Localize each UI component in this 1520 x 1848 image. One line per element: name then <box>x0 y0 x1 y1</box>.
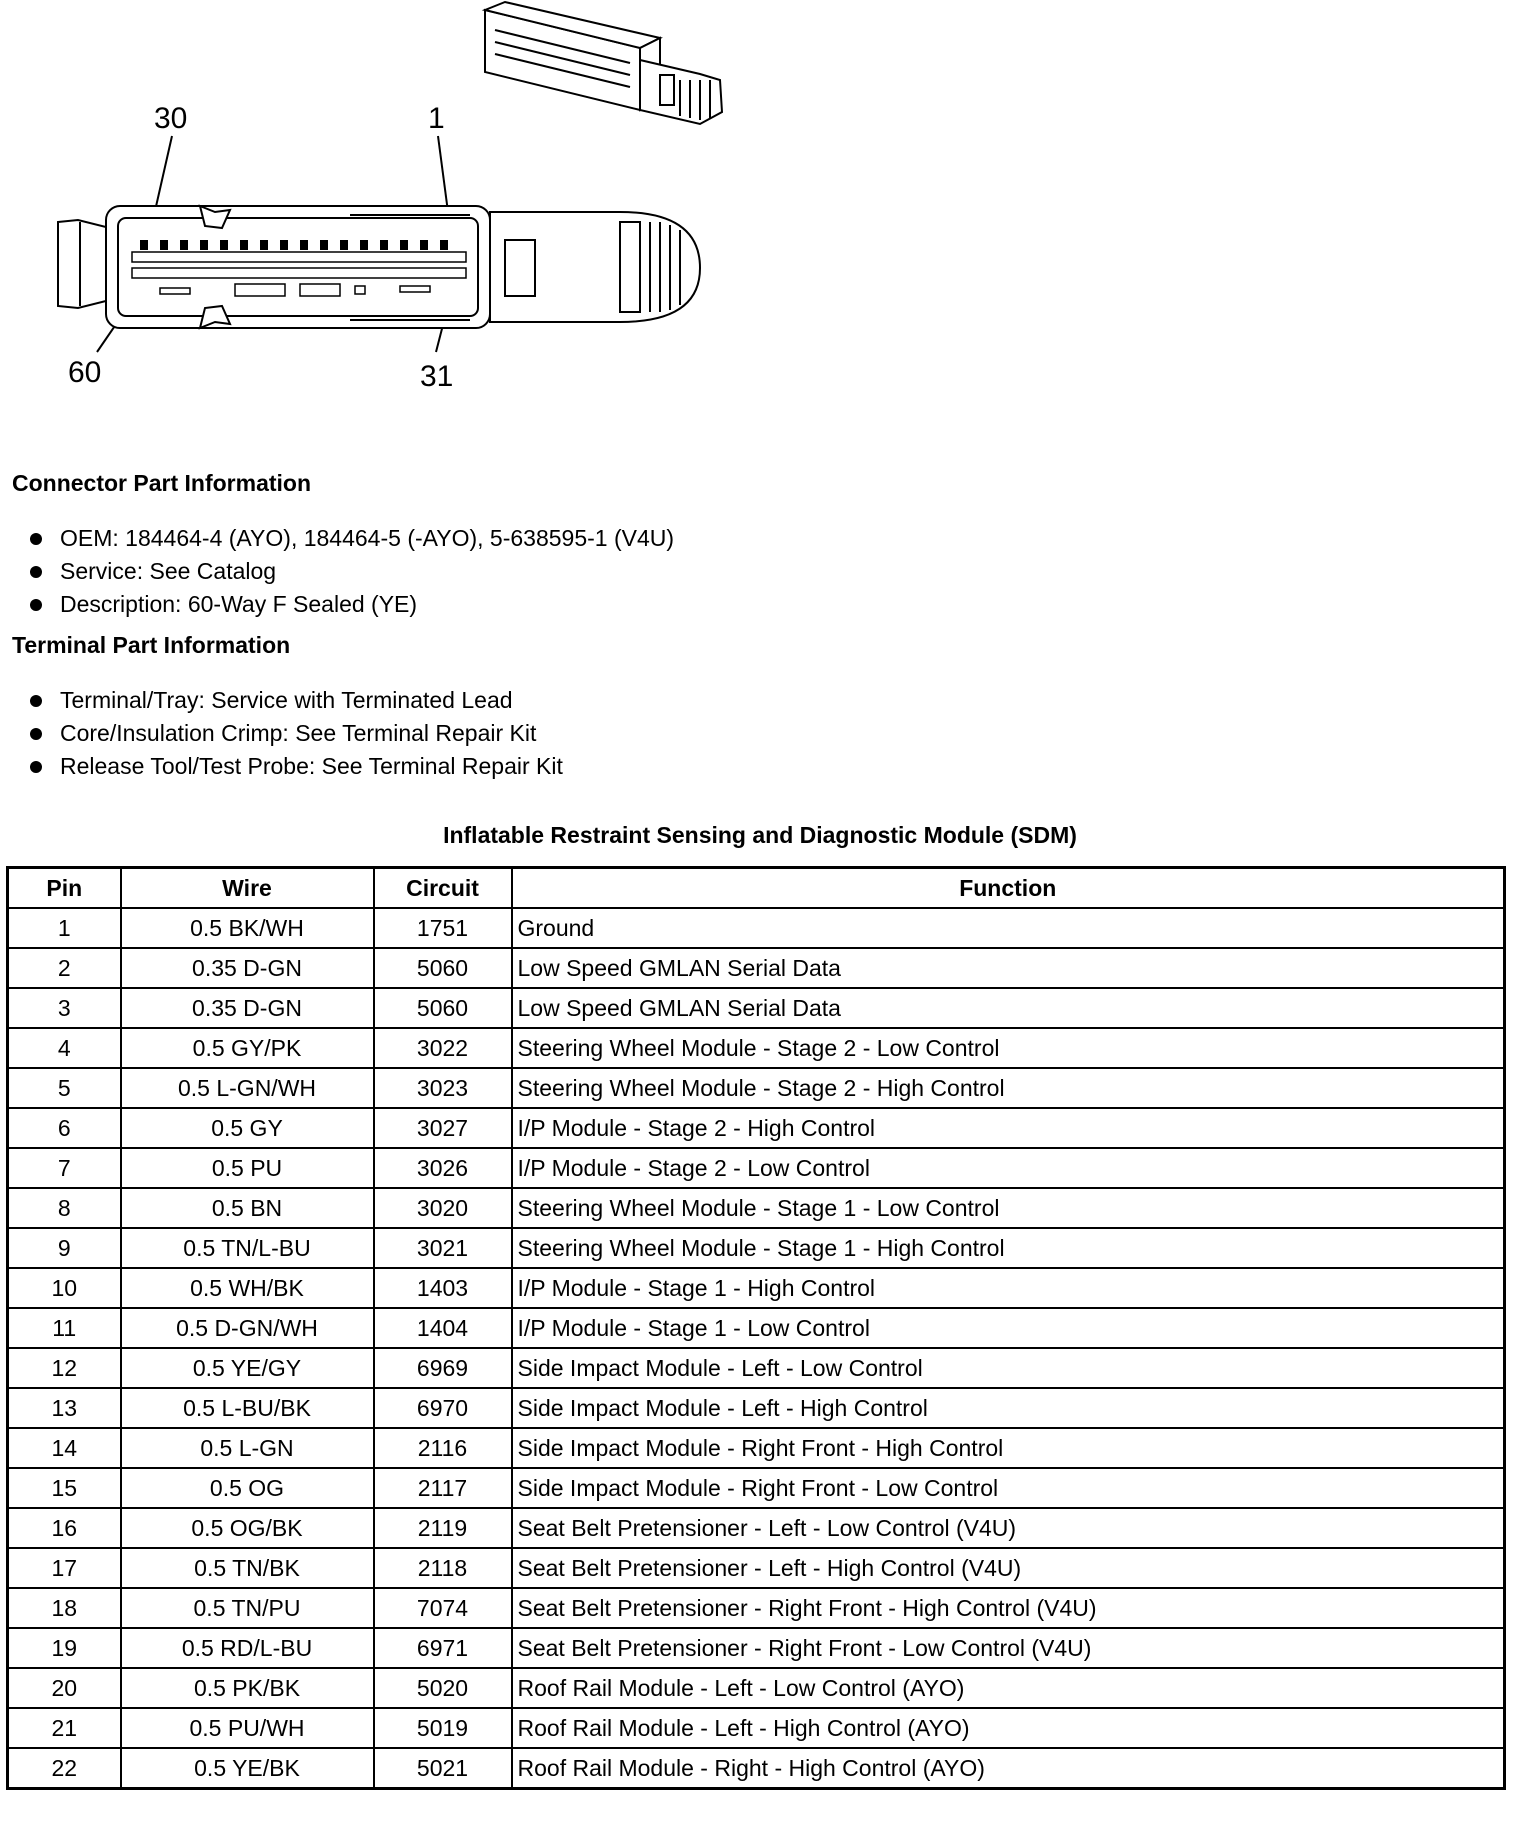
function-cell: I/P Module - Stage 1 - High Control <box>512 1268 1505 1308</box>
pin-cell: 20 <box>8 1668 121 1708</box>
function-cell: Side Impact Module - Left - High Control <box>512 1388 1505 1428</box>
pin-cell: 5 <box>8 1068 121 1108</box>
pin-cell: 19 <box>8 1628 121 1668</box>
table-row <box>8 1428 1505 1468</box>
circuit-cell: 5060 <box>374 988 512 1028</box>
circuit-cell: 5021 <box>374 1748 512 1789</box>
wire-cell: 0.5 L-GN/WH <box>121 1068 374 1108</box>
circuit-cell: 6971 <box>374 1628 512 1668</box>
circuit-cell: 7074 <box>374 1588 512 1628</box>
circuit-cell: 5019 <box>374 1708 512 1748</box>
circuit-cell: 1403 <box>374 1268 512 1308</box>
connector-isometric-view <box>485 2 722 124</box>
table-row <box>8 908 1505 948</box>
pin-cell: 7 <box>8 1148 121 1188</box>
pin-label-60: 60 <box>68 356 102 389</box>
pin-cell: 8 <box>8 1188 121 1228</box>
connector-info-list <box>28 522 674 621</box>
pin-cell: 18 <box>8 1588 121 1628</box>
circuit-cell: 3023 <box>374 1068 512 1108</box>
function-cell: Steering Wheel Module - Stage 2 - High Control <box>512 1068 1505 1108</box>
function-cell: Side Impact Module - Right Front - High Control <box>512 1428 1505 1468</box>
function-cell: Low Speed GMLAN Serial Data <box>512 988 1505 1028</box>
wire-cell: 0.5 TN/L-BU <box>121 1228 374 1268</box>
function-cell: Seat Belt Pretensioner - Right Front - Low Control (V4U) <box>512 1628 1505 1668</box>
function-cell: Roof Rail Module - Right - High Control (AYO) <box>512 1748 1505 1789</box>
table-row <box>8 1588 1505 1628</box>
pin-cell: 15 <box>8 1468 121 1508</box>
function-cell: Low Speed GMLAN Serial Data <box>512 948 1505 988</box>
pin-cell: 17 <box>8 1548 121 1588</box>
table-body <box>8 908 1505 1789</box>
function-cell: Ground <box>512 908 1505 948</box>
pin-label-31: 31 <box>420 360 454 393</box>
circuit-cell: 2119 <box>374 1508 512 1548</box>
function-cell: Side Impact Module - Right Front - Low Control <box>512 1468 1505 1508</box>
wire-cell: 0.5 L-GN <box>121 1428 374 1468</box>
circuit-cell: 2117 <box>374 1468 512 1508</box>
table-row <box>8 1028 1505 1068</box>
circuit-cell: 1751 <box>374 908 512 948</box>
list-item: Release Tool/Test Probe: See Terminal Repair Kit <box>28 750 563 783</box>
table-title: Inflatable Restraint Sensing and Diagnostic Module (SDM) <box>443 822 1077 848</box>
pin-cell: 10 <box>8 1268 121 1308</box>
wire-cell: 0.5 RD/L-BU <box>121 1628 374 1668</box>
table-row <box>8 1068 1505 1108</box>
wire-cell: 0.5 PK/BK <box>121 1668 374 1708</box>
pin-cell: 2 <box>8 948 121 988</box>
wire-cell: 0.5 BK/WH <box>121 908 374 948</box>
pin-cell: 1 <box>8 908 121 948</box>
wire-cell: 0.5 OG <box>121 1468 374 1508</box>
table-row <box>8 1628 1505 1668</box>
wire-cell: 0.5 YE/BK <box>121 1748 374 1789</box>
table-row <box>8 1668 1505 1708</box>
pin-cell: 4 <box>8 1028 121 1068</box>
function-cell: I/P Module - Stage 2 - Low Control <box>512 1148 1505 1188</box>
circuit-cell: 3027 <box>374 1108 512 1148</box>
wire-cell: 0.5 L-BU/BK <box>121 1388 374 1428</box>
circuit-cell: 2116 <box>374 1428 512 1468</box>
pin-cell: 3 <box>8 988 121 1028</box>
function-cell: I/P Module - Stage 1 - Low Control <box>512 1308 1505 1348</box>
wire-cell: 0.5 BN <box>121 1188 374 1228</box>
list-item: Core/Insulation Crimp: See Terminal Repair Kit <box>28 717 563 750</box>
pin-cell: 9 <box>8 1228 121 1268</box>
table-row <box>8 1108 1505 1148</box>
table-row <box>8 1308 1505 1348</box>
wire-cell: 0.5 PU/WH <box>121 1708 374 1748</box>
list-item: OEM: 184464-4 (AYO), 184464-5 (-AYO), 5-638595-1 (V4U) <box>28 522 674 555</box>
pin-cell: 22 <box>8 1748 121 1789</box>
pin-cell: 13 <box>8 1388 121 1428</box>
function-cell: Roof Rail Module - Left - Low Control (AYO) <box>512 1668 1505 1708</box>
table-row <box>8 1548 1505 1588</box>
pin-cell: 21 <box>8 1708 121 1748</box>
wire-cell: 0.5 YE/GY <box>121 1348 374 1388</box>
wire-cell: 0.35 D-GN <box>121 948 374 988</box>
pin-cell: 16 <box>8 1508 121 1548</box>
circuit-cell: 6970 <box>374 1388 512 1428</box>
wire-cell: 0.5 TN/PU <box>121 1588 374 1628</box>
wire-cell: 0.5 PU <box>121 1148 374 1188</box>
terminal-info-list <box>28 684 563 783</box>
function-cell: Side Impact Module - Left - Low Control <box>512 1348 1505 1388</box>
table-row <box>8 1268 1505 1308</box>
circuit-cell: 3021 <box>374 1228 512 1268</box>
table-row <box>8 988 1505 1028</box>
table-row <box>8 1708 1505 1748</box>
wire-cell: 0.5 TN/BK <box>121 1548 374 1588</box>
table-row <box>8 1388 1505 1428</box>
function-cell: Steering Wheel Module - Stage 1 - High Control <box>512 1228 1505 1268</box>
list-item: Terminal/Tray: Service with Terminated Lead <box>28 684 563 717</box>
circuit-cell: 5060 <box>374 948 512 988</box>
pin-cell: 6 <box>8 1108 121 1148</box>
header-pin: Pin <box>8 868 121 909</box>
header-wire: Wire <box>121 868 374 909</box>
header-function: Function <box>512 868 1505 909</box>
wire-cell: 0.5 D-GN/WH <box>121 1308 374 1348</box>
wire-cell: 0.5 GY <box>121 1108 374 1148</box>
table-row <box>8 1228 1505 1268</box>
circuit-cell: 1404 <box>374 1308 512 1348</box>
circuit-cell: 6969 <box>374 1348 512 1388</box>
pin-cell: 11 <box>8 1308 121 1348</box>
connector-diagram <box>0 0 760 410</box>
table-row <box>8 1468 1505 1508</box>
header-circuit: Circuit <box>374 868 512 909</box>
list-item: Description: 60-Way F Sealed (YE) <box>28 588 674 621</box>
function-cell: Seat Belt Pretensioner - Left - High Control (V4U) <box>512 1548 1505 1588</box>
function-cell: Steering Wheel Module - Stage 1 - Low Control <box>512 1188 1505 1228</box>
function-cell: Seat Belt Pretensioner - Right Front - High Control (V4U) <box>512 1588 1505 1628</box>
function-cell: Roof Rail Module - Left - High Control (AYO) <box>512 1708 1505 1748</box>
function-cell: I/P Module - Stage 2 - High Control <box>512 1108 1505 1148</box>
table-header-row <box>8 868 1505 909</box>
wire-cell: 0.35 D-GN <box>121 988 374 1028</box>
connector-info-title: Connector Part Information <box>12 470 312 496</box>
table-row <box>8 948 1505 988</box>
table-row <box>8 1148 1505 1188</box>
circuit-cell: 3022 <box>374 1028 512 1068</box>
list-item: Service: See Catalog <box>28 555 674 588</box>
pin-label-1: 1 <box>428 102 445 135</box>
circuit-cell: 5020 <box>374 1668 512 1708</box>
wire-cell: 0.5 WH/BK <box>121 1268 374 1308</box>
circuit-cell: 3020 <box>374 1188 512 1228</box>
table-row <box>8 1188 1505 1228</box>
pin-label-30: 30 <box>154 102 188 135</box>
connector-front-view <box>58 206 700 328</box>
function-cell: Seat Belt Pretensioner - Left - Low Control (V4U) <box>512 1508 1505 1548</box>
wire-cell: 0.5 GY/PK <box>121 1028 374 1068</box>
circuit-cell: 3026 <box>374 1148 512 1188</box>
pin-cell: 12 <box>8 1348 121 1388</box>
table-row <box>8 1508 1505 1548</box>
wire-cell: 0.5 OG/BK <box>121 1508 374 1548</box>
table-row <box>8 1348 1505 1388</box>
terminal-info-title: Terminal Part Information <box>12 632 291 658</box>
function-cell: Steering Wheel Module - Stage 2 - Low Control <box>512 1028 1505 1068</box>
table-row <box>8 1748 1505 1789</box>
circuit-cell: 2118 <box>374 1548 512 1588</box>
pin-table <box>6 866 1506 1790</box>
pin-cell: 14 <box>8 1428 121 1468</box>
